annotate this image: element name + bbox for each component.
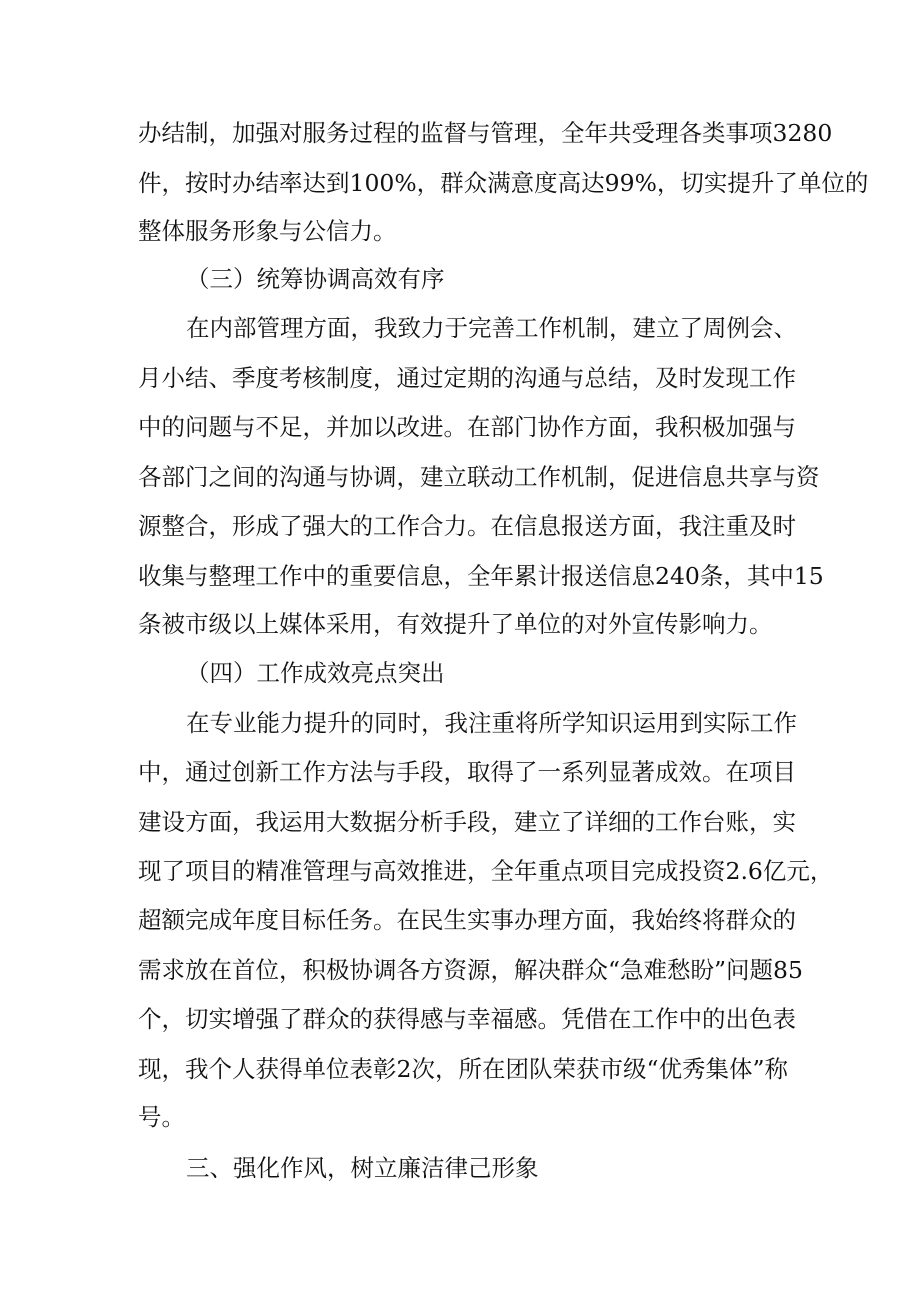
paragraph-line: 条被市级以上媒体采用，有效提升了单位的对外宣传影响力。 xyxy=(138,610,773,638)
paragraph-line: 现了项目的精准管理与高效推进，全年重点项目完成投资2.6亿元， xyxy=(138,857,834,885)
paragraph-line: 号。 xyxy=(138,1103,185,1131)
subheading-4: （四）工作成效亮点突出 xyxy=(186,659,445,687)
paragraph-line: 现，我个人获得单位表彰2次，所在团队荣获市级“优秀集体”称 xyxy=(138,1055,788,1083)
subheading-3: （三）统筹协调高效有序 xyxy=(186,265,445,293)
paragraph-line: 月小结、季度考核制度，通过定期的沟通与总结，及时发现工作 xyxy=(138,364,796,392)
paragraph-line: 需求放在首位，积极协调各方资源，解决群众“急难愁盼”问题85 xyxy=(138,956,803,984)
paragraph-line: 超额完成年度目标任务。在民生实事办理方面，我始终将群众的 xyxy=(138,906,796,934)
paragraph-line: 建设方面，我运用大数据分析手段，建立了详细的工作台账，实 xyxy=(138,808,796,836)
section-heading: 三、强化作风，树立廉洁律己形象 xyxy=(186,1154,539,1182)
paragraph-line: 办结制，加强对服务过程的监督与管理，全年共受理各类事项3280 xyxy=(138,119,833,147)
paragraph-line: 各部门之间的沟通与协调，建立联动工作机制，促进信息共享与资 xyxy=(138,463,820,491)
paragraph-line: 源整合，形成了强大的工作合力。在信息报送方面，我注重及时 xyxy=(138,512,796,540)
paragraph-line: 整体服务形象与公信力。 xyxy=(138,217,397,245)
paragraph-line: 在专业能力提升的同时，我注重将所学知识运用到实际工作 xyxy=(186,709,797,737)
paragraph-line: 个，切实增强了群众的获得感与幸福感。凭借在工作中的出色表 xyxy=(138,1005,796,1033)
paragraph-line: 中的问题与不足，并加以改进。在部门协作方面，我积极加强与 xyxy=(138,413,796,441)
paragraph-line: 中，通过创新工作方法与手段，取得了一系列显著成效。在项目 xyxy=(138,758,796,786)
paragraph-line: 件，按时办结率达到100%，群众满意度高达99%，切实提升了单位的 xyxy=(138,169,869,197)
paragraph-line: 在内部管理方面，我致力于完善工作机制，建立了周例会、 xyxy=(186,314,797,342)
paragraph-line: 收集与整理工作中的重要信息，全年累计报送信息240条，其中15 xyxy=(138,562,824,590)
